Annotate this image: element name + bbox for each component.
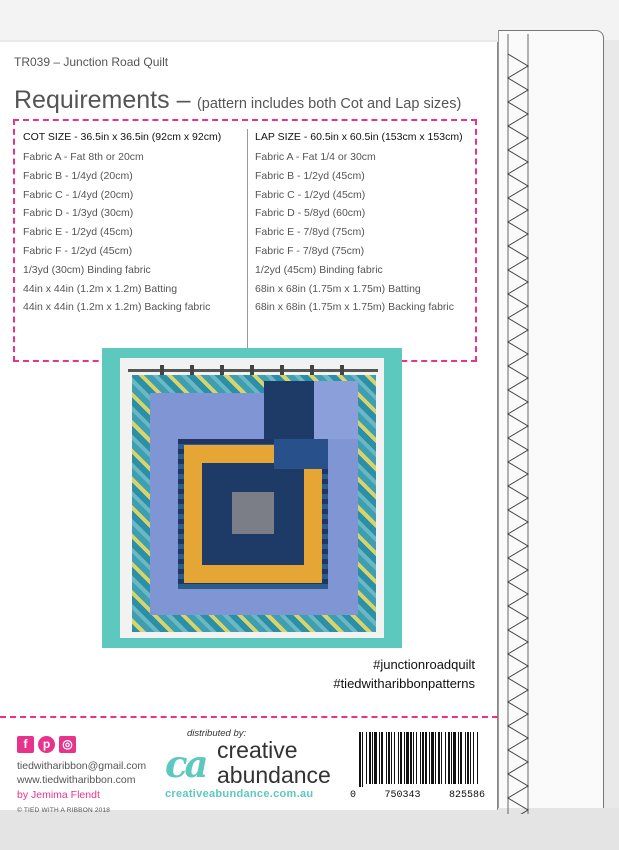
distributed-by-label: distributed by: bbox=[187, 728, 247, 739]
barcode-bar bbox=[413, 732, 414, 784]
quilt-grey-center bbox=[232, 492, 274, 534]
barcode-bar bbox=[388, 732, 390, 784]
lap-heading: LAP SIZE - 60.5in x 60.5in (153cm x 153cm) bbox=[255, 131, 463, 143]
clip bbox=[340, 365, 344, 375]
pattern-code: TR039 – Junction Road Quilt bbox=[14, 55, 169, 69]
distributor-name-line1: creative bbox=[217, 737, 298, 763]
barcode-bar bbox=[420, 732, 421, 784]
clip bbox=[310, 365, 314, 375]
clip bbox=[160, 365, 164, 375]
barcode-digit-group: 0 bbox=[350, 790, 357, 801]
barcode-bar bbox=[470, 732, 471, 784]
instagram-icon[interactable]: ◎ bbox=[59, 736, 76, 753]
barcode-bar bbox=[379, 732, 380, 784]
quilt-blue-block bbox=[314, 381, 358, 439]
barcode-bar bbox=[448, 732, 450, 784]
lap-line: Fabric F - 7/8yd (75cm) bbox=[255, 244, 365, 257]
barcode-bar bbox=[374, 732, 377, 784]
quilt-photo bbox=[120, 358, 384, 638]
barcode-bar bbox=[451, 732, 452, 784]
title-subtitle: (pattern includes both Cot and Lap sizes) bbox=[196, 96, 462, 112]
barcode-bar bbox=[366, 732, 367, 784]
social-links bbox=[17, 736, 76, 753]
quilt bbox=[132, 375, 376, 632]
hashtag: #tiedwitharibbonpatterns bbox=[333, 676, 475, 691]
barcode bbox=[357, 732, 482, 787]
packet-bottom bbox=[0, 808, 619, 850]
column-divider bbox=[247, 129, 248, 355]
distributor-name-line2: abundance bbox=[217, 762, 331, 788]
barcode-bar bbox=[386, 732, 387, 784]
author-credit: by Jemima Flendt bbox=[17, 789, 100, 801]
barcode-bar bbox=[429, 732, 430, 784]
cot-line: 44in x 44in (1.2m x 1.2m) Backing fabric bbox=[23, 301, 211, 314]
barcode-digit-group: 750343 bbox=[384, 790, 421, 801]
barcode-bar bbox=[400, 732, 402, 784]
cot-heading: COT SIZE - 36.5in x 36.5in (92cm x 92cm) bbox=[23, 131, 222, 143]
lap-requirements bbox=[255, 127, 480, 317]
title-main: Requirements – bbox=[14, 86, 191, 114]
distributor-url[interactable]: creativeabundance.com.au bbox=[165, 788, 314, 800]
barcode-bar bbox=[477, 732, 478, 784]
contact-info bbox=[17, 759, 146, 787]
lap-line: Fabric C - 1/2yd (45cm) bbox=[255, 188, 366, 201]
lap-line: 1/2yd (45cm) Binding fabric bbox=[255, 263, 383, 276]
cot-requirements bbox=[23, 127, 248, 317]
barcode-bar bbox=[406, 732, 409, 784]
lap-line: 68in x 68in (1.75m x 1.75m) Backing fabric bbox=[255, 301, 455, 314]
barcode-bar bbox=[473, 732, 474, 784]
cot-line: Fabric F - 1/2yd (45cm) bbox=[23, 244, 133, 257]
clip bbox=[190, 365, 194, 375]
quilt-photo-frame bbox=[102, 348, 402, 648]
barcode-bar bbox=[404, 732, 405, 784]
distributor-logo bbox=[165, 728, 350, 798]
quilt-navy-strip bbox=[274, 439, 328, 469]
barcode-bar bbox=[425, 732, 427, 784]
cot-line: Fabric C - 1/4yd (20cm) bbox=[23, 188, 134, 201]
clip bbox=[220, 365, 224, 375]
lap-line: Fabric A - Fat 1/4 or 30cm bbox=[255, 151, 376, 163]
barcode-bar bbox=[381, 732, 383, 784]
dashed-divider bbox=[0, 716, 498, 718]
barcode-bar bbox=[431, 732, 434, 784]
barcode-bar bbox=[467, 732, 469, 784]
requirements-box bbox=[13, 119, 477, 362]
barcode-bar bbox=[391, 732, 392, 784]
barcode-bar bbox=[460, 732, 462, 784]
barcode-bar bbox=[441, 732, 442, 784]
barcode-bar bbox=[394, 732, 395, 784]
cot-line: 44in x 44in (1.2m x 1.2m) Batting bbox=[23, 282, 178, 295]
barcode-bar bbox=[362, 732, 363, 787]
barcode-digit-group: 825586 bbox=[448, 790, 485, 801]
lap-line: Fabric E - 7/8yd (75cm) bbox=[255, 226, 365, 239]
cot-line: Fabric B - 1/4yd (20cm) bbox=[23, 169, 133, 182]
lap-line: 68in x 68in (1.75m x 1.75m) Batting bbox=[255, 282, 421, 295]
lap-line: Fabric B - 1/2yd (45cm) bbox=[255, 169, 365, 182]
facebook-icon[interactable]: f bbox=[17, 736, 34, 753]
barcode-bar bbox=[465, 732, 466, 784]
cot-line: 1/3yd (30cm) Binding fabric bbox=[23, 263, 151, 276]
barcode-bar bbox=[398, 732, 399, 784]
hashtags bbox=[333, 655, 475, 693]
clip bbox=[280, 365, 284, 375]
cot-line: Fabric A - Fat 8th or 20cm bbox=[23, 151, 144, 163]
quilt-navy-block bbox=[264, 381, 314, 439]
cot-line: Fabric E - 1/2yd (45cm) bbox=[23, 226, 133, 239]
ca-logo-mark: ca bbox=[165, 742, 206, 786]
cot-line: Fabric D - 1/3yd (30cm) bbox=[23, 207, 134, 220]
email-link[interactable]: tiedwitharibbon@gmail.com bbox=[17, 760, 147, 772]
barcode-bar bbox=[359, 732, 361, 787]
barcode-digits bbox=[350, 790, 485, 801]
barcode-bar bbox=[453, 732, 456, 784]
copyright: © TIED WITH A RIBBON 2018 bbox=[17, 807, 111, 814]
barcode-bar bbox=[372, 732, 373, 784]
barcode-bar bbox=[438, 732, 440, 784]
barcode-bar bbox=[422, 732, 424, 784]
barcode-bar bbox=[416, 732, 417, 784]
zigzag-stitch-decoration bbox=[500, 34, 540, 814]
barcode-bar bbox=[435, 732, 436, 784]
website-link[interactable]: www.tiedwitharibbon.com bbox=[17, 774, 136, 786]
clip bbox=[250, 365, 254, 375]
barcode-bar bbox=[458, 732, 459, 784]
lap-line: Fabric D - 5/8yd (60cm) bbox=[255, 207, 366, 220]
pattern-card bbox=[0, 42, 498, 814]
pinterest-icon[interactable]: p bbox=[38, 736, 55, 753]
barcode-bar bbox=[410, 732, 412, 784]
barcode-bar bbox=[369, 732, 371, 784]
barcode-bar bbox=[445, 732, 446, 784]
hashtag: #junctionroadquilt bbox=[373, 657, 475, 672]
page-title bbox=[14, 86, 461, 115]
